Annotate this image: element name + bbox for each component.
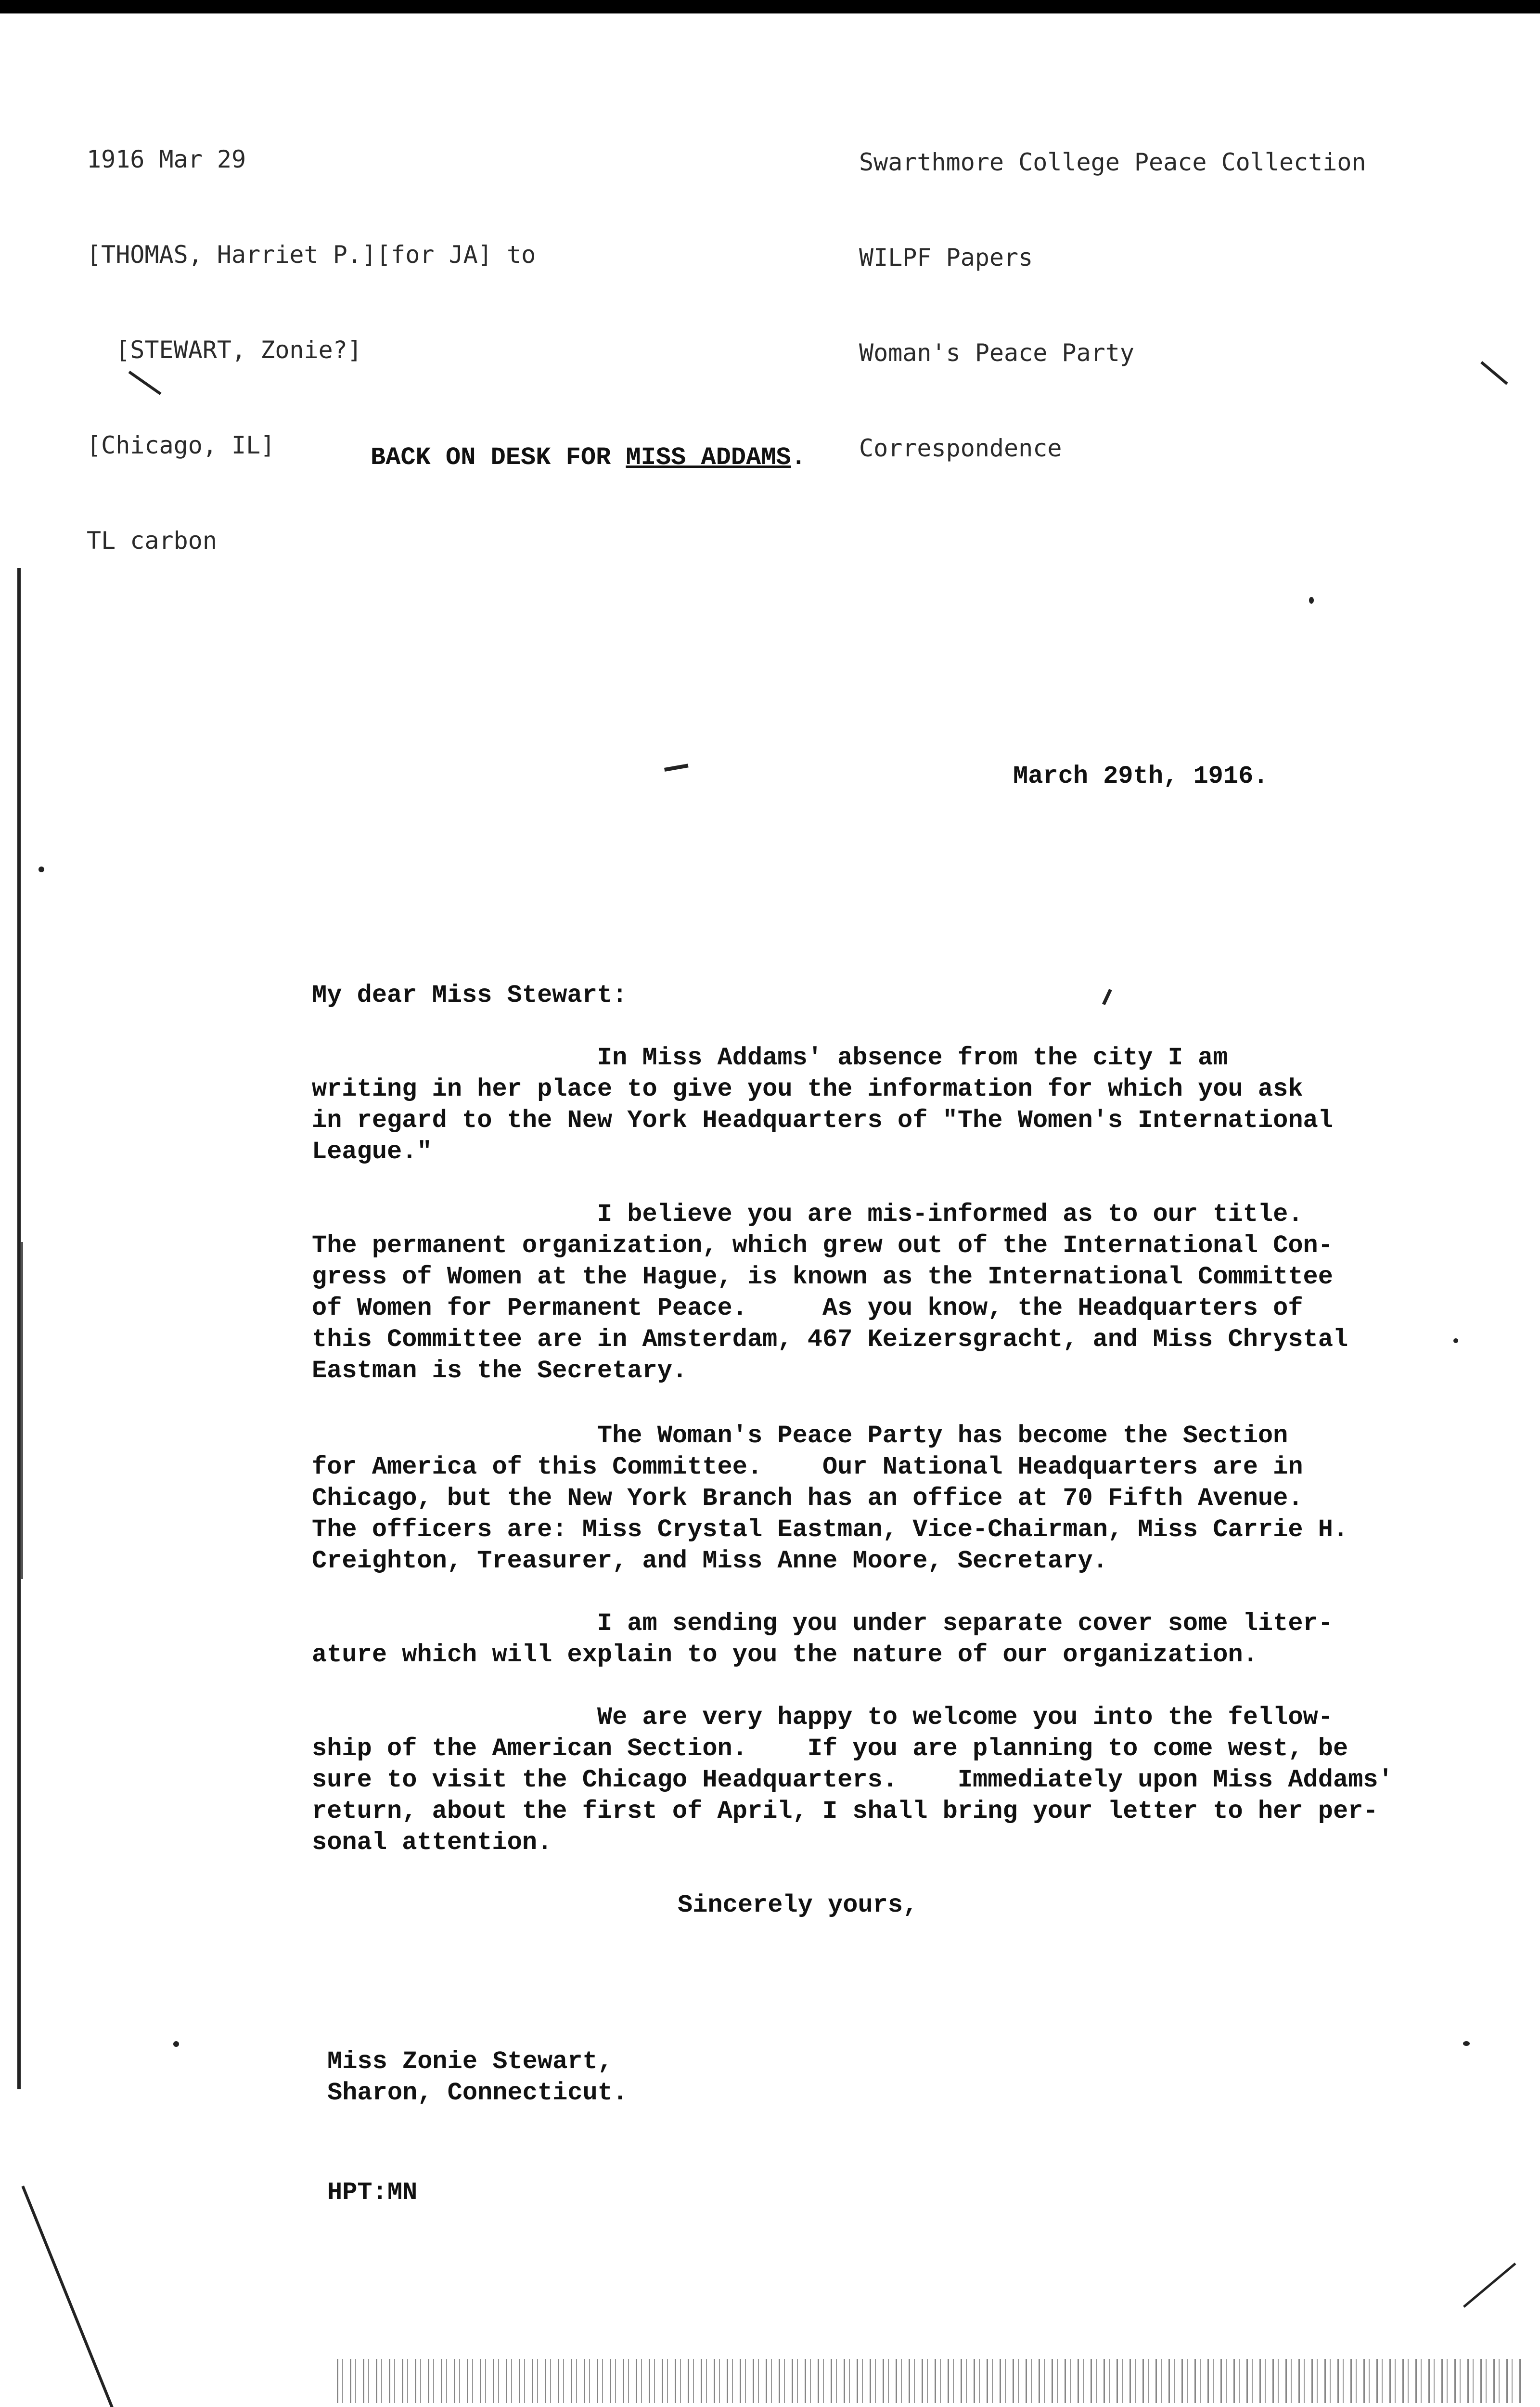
text-line: The Woman's Peace Party has become the Section (312, 1422, 1288, 1450)
archive-series: Woman's Peace Party (859, 339, 1134, 367)
archive-papers: WILPF Papers (859, 244, 1033, 272)
scan-margin-line (17, 568, 21, 2089)
text-line: sure to visit the Chicago Headquarters. Immediately upon Miss Addams' (312, 1766, 1393, 1794)
scan-noise-band (337, 2359, 1521, 2403)
letter-salutation: My dear Miss Stewart: (312, 981, 628, 1009)
letter-paragraph-4 (312, 1608, 1333, 1670)
scan-speck (38, 867, 44, 872)
text-line: gress of Women at the Hague, is known as the International Committee (312, 1263, 1333, 1291)
archive-format: TL carbon (87, 527, 217, 555)
archive-collection: Swarthmore College Peace Collection (859, 148, 1366, 176)
text-line: for America of this Committee. Our National Headquarters are in (312, 1453, 1303, 1481)
letter-closing: Sincerely yours, (678, 1891, 918, 1919)
typist-initials: HPT:MN (327, 2178, 418, 2207)
scan-speck (1309, 597, 1314, 604)
text-line: sonal attention. (312, 1828, 552, 1857)
text-line: I am sending you under separate cover some liter- (312, 1609, 1333, 1638)
recipient-place: Sharon, Connecticut. (327, 2079, 628, 2107)
scan-mark (1463, 2263, 1516, 2308)
text-line: this Committee are in Amsterdam, 467 Keizersgracht, and Miss Chrystal (312, 1325, 1348, 1354)
archive-recipient: [STEWART, Zonie?] (87, 336, 362, 364)
archive-subseries: Correspondence (859, 434, 1062, 462)
letter-paragraph-3 (312, 1420, 1348, 1577)
text-line: We are very happy to welcome you into the fellow- (312, 1703, 1333, 1732)
text-line: Creighton, Treasurer, and Miss Anne Moore, Secretary. (312, 1547, 1108, 1575)
scan-margin-line-secondary (21, 1242, 23, 1579)
archive-citation-left (87, 80, 536, 588)
archive-date: 1916 Mar 29 (87, 145, 246, 173)
text-line: Chicago, but the New York Branch has an office at 70 Fifth Avenue. (312, 1484, 1303, 1513)
text-line: return, about the first of April, I shall bring your letter to her per- (312, 1797, 1378, 1825)
text-line: In Miss Addams' absence from the city I am (312, 1044, 1228, 1072)
archive-place: [Chicago, IL] (87, 431, 275, 459)
text-line: I believe you are mis-informed as to our title. (312, 1200, 1303, 1229)
text-line: Eastman is the Secretary. (312, 1357, 688, 1385)
scan-mark (1480, 361, 1508, 385)
desk-note-prefix: BACK ON DESK FOR (371, 443, 626, 472)
text-line: ature which will explain to you the nature of our organization. (312, 1641, 1258, 1669)
text-line: The officers are: Miss Crystal Eastman, Vice-Chairman, Miss Carrie H. (312, 1515, 1348, 1544)
letter-paragraph-5 (312, 1702, 1393, 1858)
scan-mark (21, 2186, 139, 2407)
recipient-address (327, 2046, 628, 2109)
desk-note (371, 442, 806, 473)
text-line: The permanent organization, which grew out of the International Con- (312, 1231, 1333, 1260)
letter-paragraph-2 (312, 1199, 1348, 1386)
letter-date: March 29th, 1916. (1013, 762, 1269, 790)
text-line: ship of the American Section. If you are planning to come west, be (312, 1734, 1348, 1763)
text-line: of Women for Permanent Peace. As you know, the Headquarters of (312, 1294, 1303, 1322)
scan-mark (664, 764, 689, 772)
desk-note-name: MISS ADDAMS (626, 443, 791, 472)
scan-top-border (0, 0, 1540, 13)
desk-note-suffix: . (791, 443, 806, 472)
text-line: writing in her place to give you the information for which you ask (312, 1075, 1303, 1103)
text-line: in regard to the New York Headquarters of "The Women's International (312, 1106, 1333, 1135)
text-line: League." (312, 1138, 432, 1166)
archive-author: [THOMAS, Harriet P.][for JA] to (87, 241, 536, 269)
archive-citation-right (859, 83, 1366, 496)
recipient-name: Miss Zonie Stewart, (327, 2047, 613, 2076)
scan-speck (1453, 1338, 1458, 1343)
scan-speck (173, 2041, 179, 2047)
scan-speck (1463, 2041, 1470, 2046)
scan-mark (1102, 989, 1112, 1005)
letter-paragraph-1 (312, 1042, 1333, 1167)
